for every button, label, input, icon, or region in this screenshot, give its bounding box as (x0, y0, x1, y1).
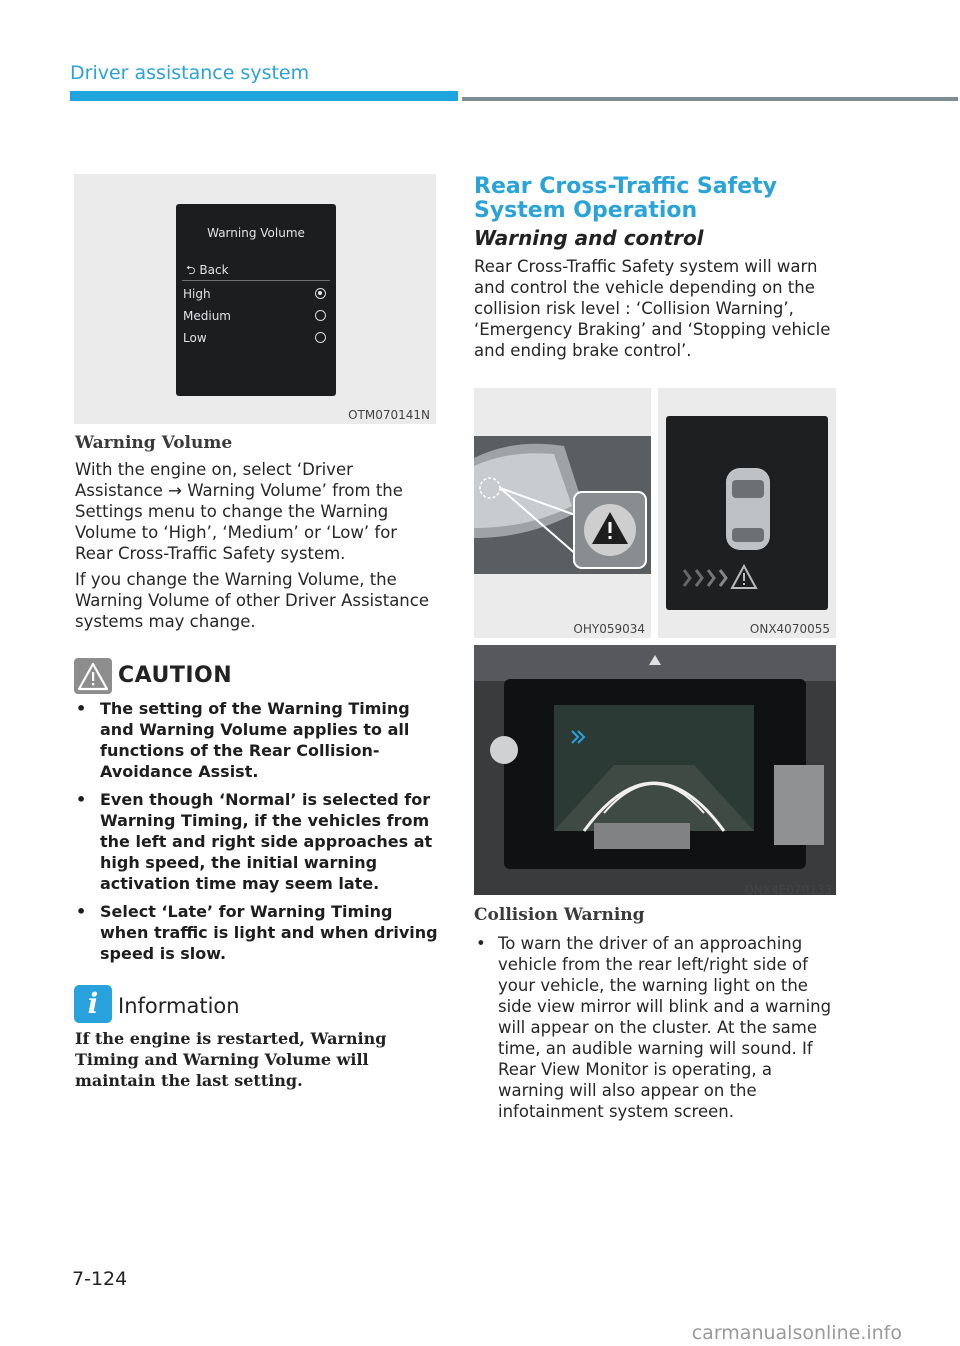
radio-selected-icon (315, 288, 326, 299)
caution-item: • Even though ‘Normal’ is selected for Warning Timing, if the vehicles from the left and right side approaches at high speed, the initial warning activation time may seem late. (74, 789, 439, 894)
warning-volume-text: With the engine on, select ‘Driver Assistance → Warning Volume’ from the Settings menu to change the Warning Volume to ‘High’, ‘Medium’ or ‘Low’ for Rear Cross-Traffic Safety system. (75, 460, 403, 563)
side-mirror-figure (474, 388, 651, 638)
radio-icon (315, 310, 326, 321)
collision-warning-item: • To warn the driver of an approaching vehicle from the rear left/right side of your vehicle, the warning light on the side view mirror will blink and a warning will appear on the cluster. At the same time, an audible warning will sound. If Rear View Monitor is operating, a warning will also appear on the infotainment system screen. (474, 933, 836, 1122)
caution-item: • The setting of the Warning Timing and Warning Volume applies to all functions of the Rear Collision-Avoidance Assist. (74, 698, 439, 782)
figure-code: ONX4E070133 (744, 883, 832, 895)
side-mirror-illustration (474, 388, 651, 638)
info-icon: i (74, 985, 112, 1023)
caution-list (74, 698, 439, 971)
header-rule-accent (70, 91, 458, 101)
figure-code: ONX4070055 (749, 622, 830, 636)
warning-volume-figure (74, 174, 436, 424)
header-rule (462, 97, 958, 101)
option-high (183, 286, 326, 304)
option-label: Medium (183, 309, 231, 323)
watermark[interactable]: carmanualsonline.info (691, 1322, 902, 1344)
caution-title: CAUTION (118, 663, 233, 688)
option-medium (183, 308, 326, 326)
caution-item: • Select ‘Late’ for Warning Timing when traffic is light and when driving speed is slow. (74, 901, 439, 964)
screen-title: Warning Volume (207, 226, 305, 240)
information-text: If the engine is restarted, Warning Timing and Warning Volume will maintain the last setting. (75, 1029, 387, 1090)
warning-triangle-icon (74, 658, 112, 694)
section-heading: Rear Cross-Traffic Safety System Operation (474, 174, 777, 223)
section-subheading: Warning and control (474, 226, 704, 250)
page-number: 7-124 (72, 1268, 128, 1290)
collision-warning-list (474, 933, 836, 1122)
infotainment-illustration (474, 645, 836, 895)
section-intro: Rear Cross-Traffic Safety system will warn and control the vehicle depending on the collision risk level : ‘Collision Warning’, ‘Emergency Braking’ and ‘Stopping vehicle and ending brake control’. (474, 257, 831, 360)
radio-icon (315, 332, 326, 343)
cluster-illustration (658, 388, 836, 638)
collision-warning-heading: Collision Warning (474, 905, 645, 925)
option-low (183, 330, 326, 348)
divider (182, 280, 330, 281)
cluster-warning-figure (658, 388, 836, 638)
information-title: Information (118, 994, 240, 1018)
back-button: ⮌ Back (186, 263, 229, 277)
cluster-settings-screen (176, 204, 336, 396)
warning-volume-note: If you change the Warning Volume, the Warning Volume of other Driver Assistance systems may change. (75, 570, 429, 631)
figure-code: OHY059034 (573, 622, 645, 636)
warning-volume-heading: Warning Volume (75, 433, 233, 453)
figure-code: OTM070141N (348, 408, 430, 422)
infotainment-figure (474, 645, 836, 895)
option-label: Low (183, 331, 207, 345)
option-label: High (183, 287, 211, 301)
section-title: Driver assistance system (70, 62, 310, 84)
